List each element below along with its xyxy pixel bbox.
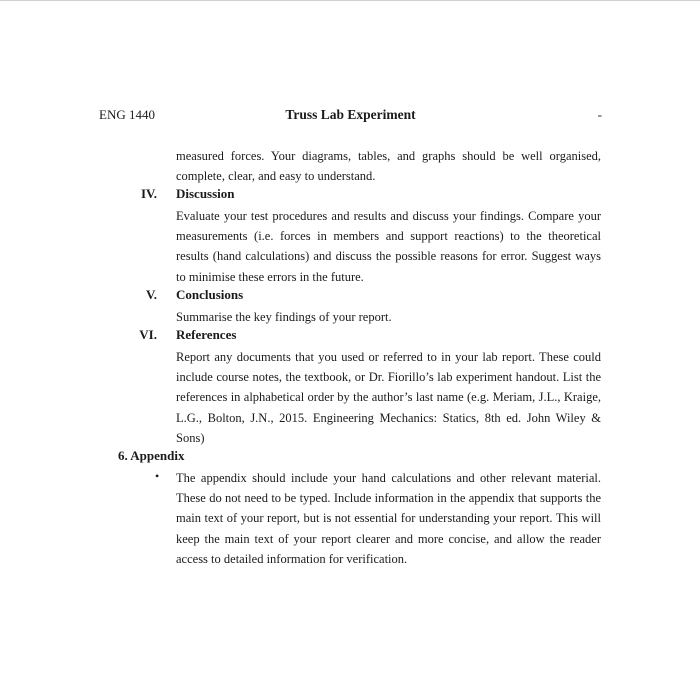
document-title: Truss Lab Experiment [285, 107, 416, 122]
section-title-references: References [176, 327, 237, 342]
bullet-icon: • [155, 469, 160, 483]
page-number-mark: - [597, 107, 602, 122]
section-number-references: VI. [139, 327, 157, 342]
appendix-text: The appendix should include your hand calculations and other relevant material. These do not need to be typed. Include information in the appendix that supports the main text of your report, but is not essential for understanding your report. This will keep the main text of your report clearer and more concise, and allow the reader access to detailed information for verification. [176, 471, 601, 566]
page-header [99, 107, 602, 127]
course-code: ENG 1440 [99, 107, 155, 122]
page-top-border [0, 0, 700, 1]
section-number-discussion: IV. [140, 186, 157, 201]
section-title-discussion: Discussion [176, 186, 235, 201]
section-number-conclusions: V. [146, 287, 157, 302]
section-text-discussion: Evaluate your test procedures and results and discuss your findings. Compare your measurements (i.e. forces in members and support reactions) to the theoretical results (hand calculations) and discuss the possible reasons for error. Suggest ways to minimise these errors in the future. [176, 209, 601, 284]
section-text-references: Report any documents that you used or referred to in your lab report. These could include course notes, the textbook, or Dr. Fiorillo’s lab experiment handout. List the references in alphabetical order by the author’s last name (e.g. Meriam, J.L., Kraige, L.G., Bolton, J.N., 2015. Engineering Mechanics: Statics, 8th ed. John Wiley & Sons) [176, 350, 601, 445]
intro-paragraph: measured forces. Your diagrams, tables, and graphs should be well organised, complete, clear, and easy to understand. [176, 149, 601, 184]
section-title-conclusions: Conclusions [176, 287, 244, 302]
section-text-conclusions: Summarise the key findings of your report. [176, 310, 392, 324]
appendix-heading: 6. Appendix [118, 448, 185, 463]
